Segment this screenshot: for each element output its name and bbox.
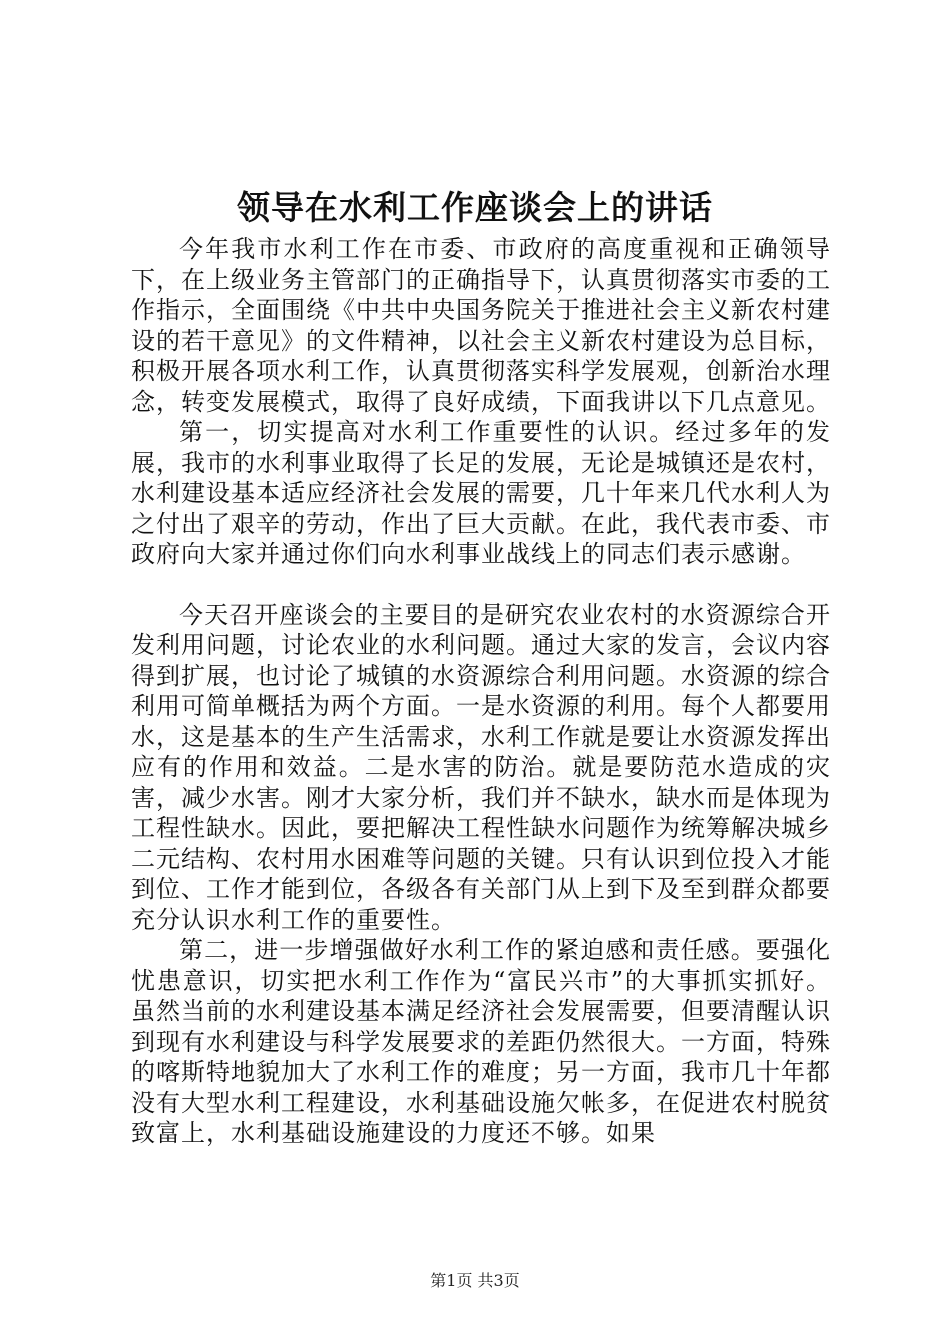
page-number-footer: 第1页 共3页 [430,1271,520,1290]
paragraph-meeting-purpose: 今天召开座谈会的主要目的是研究农业农村的水资源综合开发利用问题，讨论农业的水利问题。通过大家的发言，会议内容得到扩展，也讨论了城镇的水资源综合利用问题。水资源的综合利用可简单概括为两个方面。一是水资源的利用。每个人都要用水，这是基本的生产生活需求，水利工作就是要让水资源发挥出应有的作用和效益。二是水害的防治。就是要防范水造成的灾害，减少水害。刚才大家分析，我们并不缺水，缺水而是体现为工程性缺水。因此，要把解决工程性缺水问题作为统筹解决城乡二元结构、农村用水困难等问题的关键。只有认识到位投入才能到位、工作才能到位，各级各有关部门从上到下及至到群众都要充分认识水利工作的重要性。 [131,600,831,934]
paragraph-intro: 今年我市水利工作在市委、市政府的高度重视和正确领导下，在上级业务主管部门的正确指导下，认真贯彻落实市委的工作指示，全面围绕《中共中央国务院关于推进社会主义新农村建设的若干意见》的文件精神，以社会主义新农村建设为总目标，积极开展各项水利工作，认真贯彻落实科学发展观，创新治水理念，转变发展模式，取得了良好成绩，下面我讲以下几点意见。 [131,235,831,416]
document-body [131,234,831,1149]
document-title: 领导在水利工作座谈会上的讲话 [237,188,713,227]
paragraph-second-point: 第二，进一步增强做好水利工作的紧迫感和责任感。要强化忧患意识，切实把水利工作作为“富民兴市”的大事抓实抓好。虽然当前的水利建设基本满足经济社会发展需要，但要清醒认识到现有水利建设与科学发展要求的差距仍然很大。一方面，特殊的喀斯特地貌加大了水利工作的难度；另一方面，我市几十年都没有大型水利工程建设，水利基础设施欠帐多，在促进农村脱贫致富上，水利基础设施建设的力度还不够。如果 [131,936,831,1147]
paragraph-first-point: 第一，切实提高对水利工作重要性的认识。经过多年的发展，我市的水利事业取得了长足的发展，无论是城镇还是农村，水利建设基本适应经济社会发展的需要，几十年来几代水利人为之付出了艰辛的劳动，作出了巨大贡献。在此，我代表市委、市政府向大家并通过你们向水利事业战线上的同志们表示感谢。 [131,418,831,568]
